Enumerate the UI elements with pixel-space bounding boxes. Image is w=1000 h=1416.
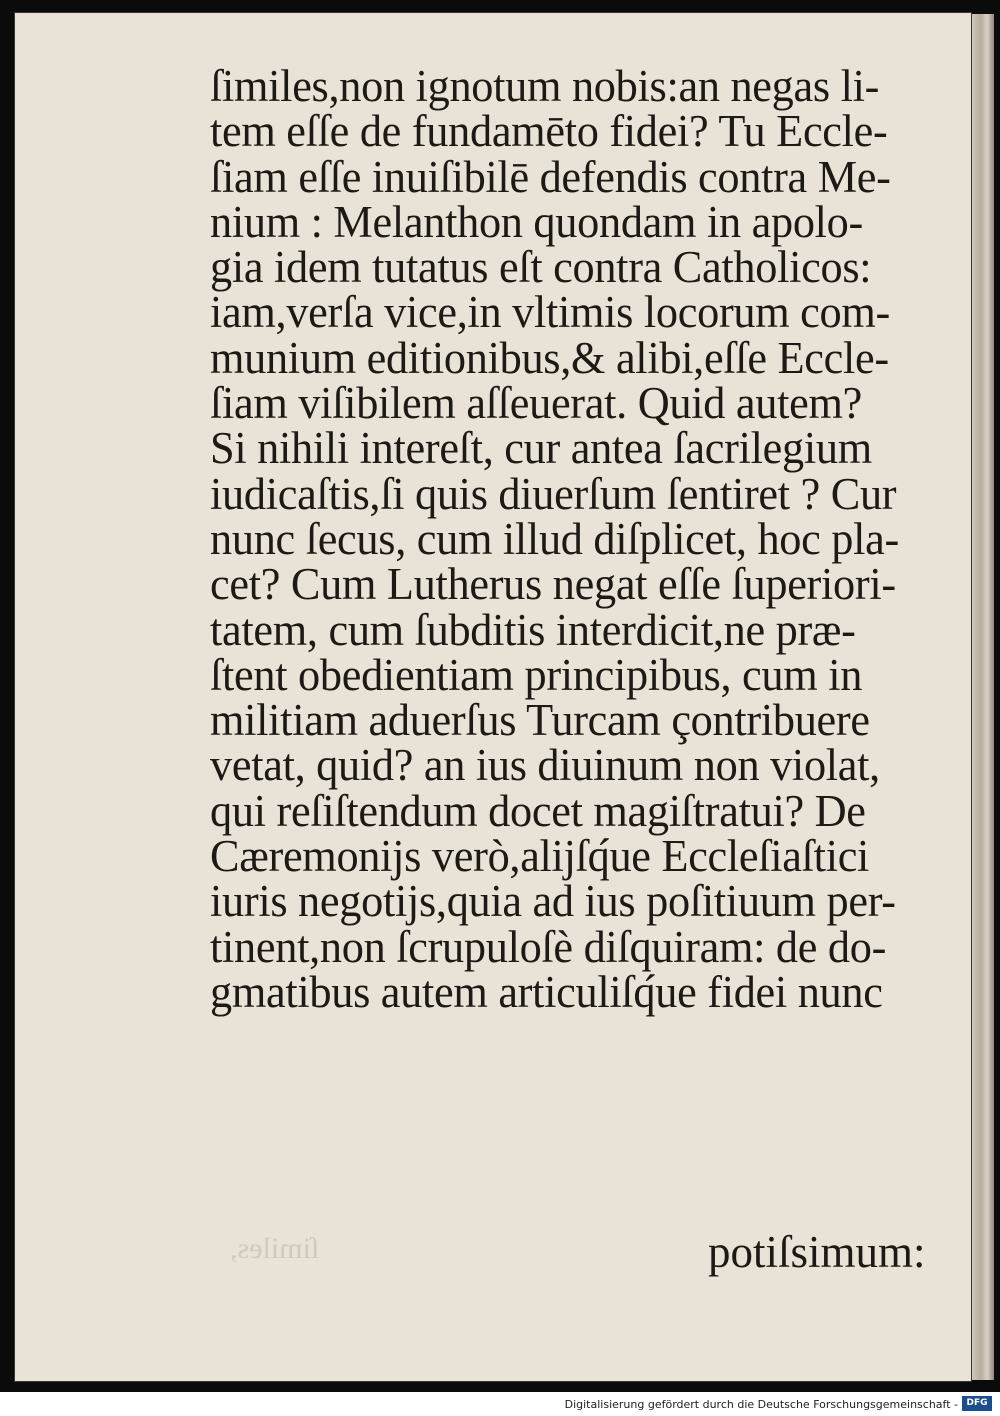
text-line: Si nihili intereſt, cur antea ſacrilegium (210, 423, 872, 474)
text-line: cet? Cum Lutherus negat eſſe ſuperiori- (210, 559, 896, 610)
text-line: gmatibus autem articuliſq́ue fidei nunc (210, 966, 883, 1017)
footer-bar (0, 1392, 1000, 1416)
text-line: militiam aduerſus Turcam çontribuere (210, 695, 870, 746)
text-line: Cæremonijs verò,alijſq́ue Eccleſiaſtici (210, 831, 870, 882)
text-line: iudicaſtis,ſi quis diuerſum ſentiret ? Cur (210, 468, 897, 519)
text-line: iam,verſa vice,in vltimis locorum com- (210, 287, 891, 338)
text-line: ſimiles,non ignotum nobis:an negas li- (210, 61, 880, 111)
text-line: vetat, quid? an ius diuinum non violat, (210, 740, 880, 791)
text-line: nium : Melanthon quondam in apolo- (210, 196, 863, 247)
text-line: nunc ſecus, cum illud diſplicet, hoc pla- (210, 513, 899, 564)
funding-credit: Digitalisierung gefördert durch die Deutsche Forschungsgemeinschaft - (564, 1398, 958, 1411)
catchword: potiſsimum: (708, 1227, 926, 1277)
text-line: gia idem tutatus eſt contra Catholicos: (210, 242, 872, 293)
text-line: iuris negotijs,quia ad ius poſitiuum per- (210, 876, 896, 927)
text-line: qui reſiſtendum docet magiſtratui? De (210, 785, 866, 836)
page-edge (972, 14, 994, 1380)
bleed-through-text: ſimiles, (230, 1232, 320, 1265)
text-line: tem eſſe de fundamēto fidei? Tu Eccle- (210, 106, 888, 157)
text-line: tinent,non ſcrupuloſè diſquiram: de do- (210, 921, 887, 972)
text-line: ſtent obedientiam principibus, cum in (210, 649, 863, 700)
text-line: munium editionibus,& alibi,eſſe Eccle- (210, 332, 889, 383)
text-line: ſiam eſſe inuiſibilē defendis contra Me- (210, 151, 891, 202)
text-line: ſiam viſibilem aſſeuerat. Quid autem? (210, 378, 862, 429)
body-text (210, 61, 970, 1017)
dfg-logo-icon: DFG (962, 1396, 992, 1411)
text-line: tatem, cum ſubditis interdicit,ne præ- (210, 604, 856, 655)
